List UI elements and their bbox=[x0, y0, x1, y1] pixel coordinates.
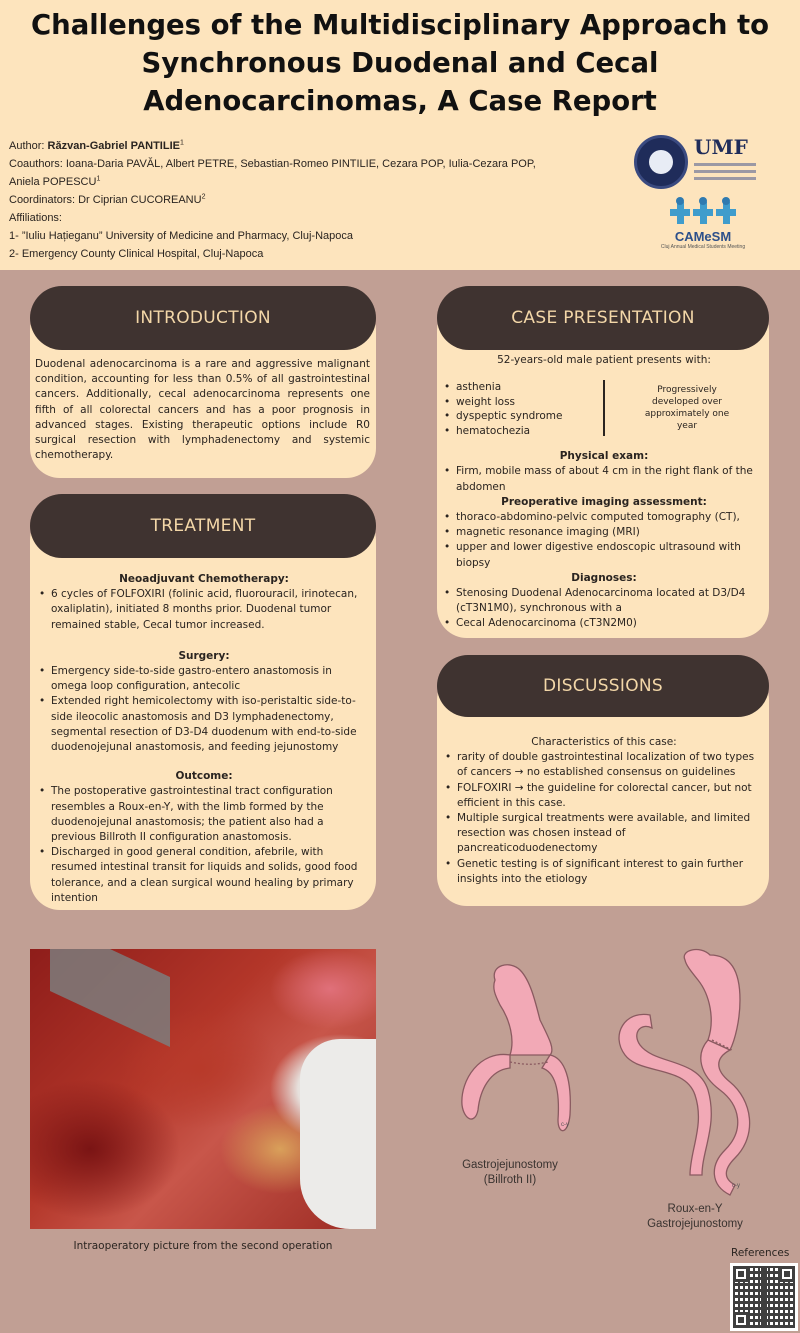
treatment-heading: TREATMENT bbox=[30, 494, 376, 558]
list-item: • Stenosing Duodenal Adenocarcinoma located at D3/D4 (cT3N1M0), synchronous with a bbox=[443, 586, 765, 616]
list-item: • Genetic testing is of significant interest to gain further insights into the etiology bbox=[444, 857, 764, 887]
billroth-label-line: Gastrojejunostomy bbox=[462, 1159, 558, 1171]
list-item: • rarity of double gastrointestinal localization of two types of cancers → no established consensus on guidelines bbox=[444, 750, 764, 780]
author-block bbox=[9, 137, 609, 263]
coauthors-line bbox=[9, 155, 609, 173]
diagnoses-heading: Diagnoses: bbox=[571, 571, 637, 584]
case-intro: 52-years-old male patient presents with: bbox=[497, 354, 711, 366]
list-item: • hematochezia bbox=[443, 424, 593, 439]
list-item: • Cecal Adenocarcinoma (cT3N2M0) bbox=[443, 616, 765, 631]
coauthors-names-2: Aniela POPESCU bbox=[9, 176, 97, 188]
roux-label-line: Gastrojejunostomy bbox=[647, 1218, 743, 1230]
symptom-note: Progressively developed over approximately one year bbox=[644, 385, 730, 432]
list-item: • asthenia bbox=[443, 380, 593, 395]
cross-icon bbox=[716, 198, 736, 224]
list-item: • Firm, mobile mass of about 4 cm in the right flank of the abdomen bbox=[443, 464, 765, 494]
poster-title bbox=[0, 6, 800, 120]
list-item: • The postoperative gastrointestinal tract configuration resembles a Roux-en-Y, with the limb formed by the duodenojejunal anastomosis; the patient also had a previous Billroth II configuration anastomosis. bbox=[38, 784, 370, 845]
surgery-heading: Surgery: bbox=[178, 649, 230, 662]
coauthors-line-2 bbox=[9, 173, 609, 191]
qr-pattern bbox=[733, 1266, 795, 1328]
outcome-list bbox=[38, 784, 370, 906]
coordinators-names: Dr Ciprian CUCOREANU bbox=[78, 194, 202, 206]
roux-small-label: c-y bbox=[732, 1183, 740, 1189]
umf-seal-icon bbox=[634, 135, 688, 189]
surgical-clamp bbox=[50, 949, 170, 1047]
treatment-body bbox=[38, 572, 370, 906]
divider bbox=[603, 380, 605, 436]
list-item: • Discharged in good general condition, afebrile, with resumed intestinal transit for liquids and solids, good food tolerance, and a clean surgical wound healing by primary intention bbox=[38, 845, 370, 906]
case-presentation-heading: CASE PRESENTATION bbox=[437, 286, 769, 350]
qr-finder bbox=[779, 1266, 795, 1282]
anastomosis-svg bbox=[440, 940, 780, 1240]
roux-label bbox=[630, 1202, 760, 1232]
discussions-intro: Characteristics of this case: bbox=[531, 736, 677, 748]
roux-en-y-drawing bbox=[619, 950, 750, 1195]
list-item: • Extended right hemicolectomy with iso-peristaltic side-to-side ileocolic anastomosis and D3 lymphadenectomy, segmental resection of D3-D4 duodenum with end-to-side duodenojejunal anastomosis, and feeding jejunostomy bbox=[38, 694, 370, 755]
discussions-heading: DISCUSSIONS bbox=[437, 655, 769, 717]
cross-icon bbox=[670, 198, 690, 224]
exam-list bbox=[443, 464, 765, 494]
references-qr-code[interactable] bbox=[730, 1263, 798, 1331]
author-line bbox=[9, 137, 609, 155]
affiliation-1: 1- ”Iuliu Hațieganu” University of Medicine and Pharmacy, Cluj-Napoca bbox=[9, 230, 354, 242]
list-item: • Multiple surgical treatments were available, and limited resection was chosen instead of pancreaticoduodenectomy bbox=[444, 811, 764, 857]
symptoms-block bbox=[443, 380, 765, 442]
coauthors-names: Ioana-Daria PAVĂL, Albert PETRE, Sebastian-Romeo PINTILIE, Cezara POP, Iulia-Cezara POP, bbox=[65, 158, 536, 170]
introduction-text: Duodenal adenocarcinoma is a rare and aggressive malignant condition, accounting for less than 0.5% of all gastrointestinal cancers. Additionally, cecal adenocarcinoma represents one fifth of all colorectal cancers and has a poor prognosis in advanced stages. Existing therapeutic options include R0 surgical resection with lymphadenectomy and systemic chemotherapy. bbox=[35, 358, 370, 462]
umf-logo-text: UMF bbox=[694, 135, 748, 159]
umf-logo bbox=[634, 135, 764, 190]
medical-cross-icons bbox=[648, 198, 758, 224]
title-line: Adenocarcinomas, A Case Report bbox=[143, 85, 657, 117]
list-item: • FOLFOXIRI → the guideline for colorectal cancer, but not efficient in this case. bbox=[444, 781, 764, 811]
qr-finder bbox=[733, 1312, 749, 1328]
case-presentation-body bbox=[443, 353, 765, 632]
coordinators-label: Coordinators: bbox=[9, 194, 76, 206]
list-item: • magnetic resonance imaging (MRI) bbox=[443, 525, 765, 540]
coauthors-sup: 1 bbox=[96, 175, 101, 183]
billroth-label-line: (Billroth II) bbox=[483, 1174, 537, 1186]
discussions-list bbox=[444, 750, 764, 887]
affiliations-label: Affiliations: bbox=[9, 212, 62, 224]
affiliation-2: 2- Emergency County Clinical Hospital, Cluj-Napoca bbox=[9, 248, 264, 260]
list-item: • upper and lower digestive endoscopic ultrasound with biopsy bbox=[443, 540, 765, 570]
coordinators-line bbox=[9, 191, 609, 209]
imaging-heading: Preoperative imaging assessment: bbox=[501, 495, 707, 508]
billroth-label bbox=[450, 1158, 570, 1188]
title-line: Challenges of the Multidisciplinary Approach to bbox=[30, 9, 770, 41]
umf-logo-subtitle bbox=[694, 159, 756, 180]
camesm-logo-sub: Cluj Annual Medical Students Meeting bbox=[660, 244, 746, 250]
outcome-heading: Outcome: bbox=[175, 770, 233, 783]
list-item: • thoraco-abdomino-pelvic computed tomography (CT), bbox=[443, 510, 765, 525]
anastomosis-diagram bbox=[440, 940, 780, 1240]
neoadjuvant-list bbox=[38, 587, 370, 633]
author-sup: 1 bbox=[179, 139, 184, 147]
discussions-body bbox=[444, 735, 764, 887]
intraoperative-photo bbox=[30, 949, 376, 1229]
list-item: • dyspeptic syndrome bbox=[443, 409, 593, 424]
exam-heading: Physical exam: bbox=[559, 450, 649, 463]
list-item: • weight loss bbox=[443, 395, 593, 410]
references-label: References bbox=[731, 1247, 790, 1259]
neoadjuvant-heading: Neoadjuvant Chemotherapy: bbox=[119, 573, 289, 585]
roux-label-line: Roux-en-Y bbox=[667, 1203, 723, 1215]
coordinators-sup: 2 bbox=[201, 193, 206, 201]
coauthors-label: Coauthors: bbox=[9, 158, 63, 170]
photo-caption: Intraoperatory picture from the second operation bbox=[73, 1240, 333, 1252]
title-line: Synchronous Duodenal and Cecal bbox=[141, 47, 659, 79]
billroth-small-label: c-y bbox=[561, 1122, 569, 1128]
symptoms-list bbox=[443, 380, 593, 438]
poster-header bbox=[0, 0, 800, 270]
billroth-ii-drawing bbox=[462, 965, 570, 1131]
surgeon-glove bbox=[300, 1039, 376, 1229]
camesm-logo bbox=[648, 198, 758, 260]
author-name: Răzvan-Gabriel PANTILIE bbox=[47, 140, 180, 152]
camesm-logo-text: CAMeSM bbox=[674, 229, 732, 244]
diagnoses-list bbox=[443, 586, 765, 632]
qr-finder bbox=[733, 1266, 749, 1282]
introduction-heading: INTRODUCTION bbox=[30, 286, 376, 350]
imaging-list bbox=[443, 510, 765, 571]
surgery-list bbox=[38, 664, 370, 755]
author-label: Author: bbox=[9, 140, 45, 152]
list-item: • Emergency side-to-side gastro-entero anastomosis in omega loop configuration, antecolic bbox=[38, 664, 370, 694]
list-item: • 6 cycles of FOLFOXIRI (folinic acid, fluorouracil, irinotecan, oxaliplatin), initiated 8 months prior. Duodenal tumor remained stable, Cecal tumor increased. bbox=[38, 587, 370, 633]
cross-icon bbox=[693, 198, 713, 224]
